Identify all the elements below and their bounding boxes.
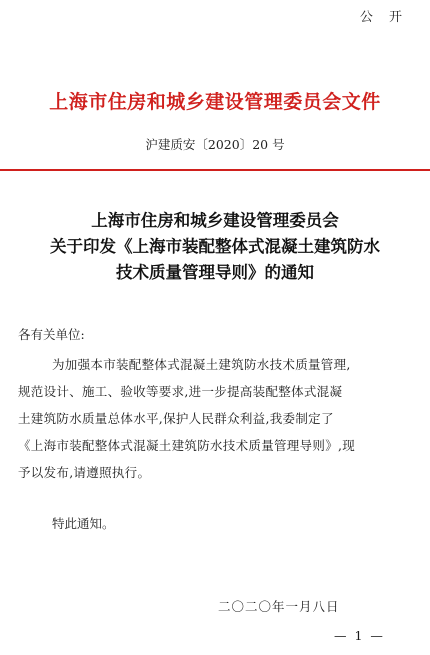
body-line: 为加强本市装配整体式混凝土建筑防水技术质量管理, <box>52 357 351 372</box>
notice-title <box>0 208 430 286</box>
body-line: 土建筑防水质量总体水平,保护人民群众利益,我委制定了 <box>18 411 334 426</box>
body-line: 规范设计、施工、验收等要求,进一步提高装配整体式混凝 <box>18 384 343 399</box>
title-line: 技术质量管理导则》的通知 <box>116 263 314 282</box>
closing-remark: 特此通知。 <box>52 516 115 531</box>
title-line: 关于印发《上海市装配整体式混凝土建筑防水 <box>50 237 380 256</box>
notice-body <box>18 351 416 486</box>
body-line: 予以发布,请遵照执行。 <box>18 465 151 480</box>
page-number: — 1 — <box>334 628 385 643</box>
salutation: 各有关单位: <box>18 327 85 342</box>
document-header: 上海市住房和城乡建设管理委员会文件 <box>49 91 381 113</box>
title-line: 上海市住房和城乡建设管理委员会 <box>91 211 339 230</box>
header-divider <box>0 169 430 171</box>
disclosure-label: 公 开 <box>359 10 408 25</box>
issue-date: 二〇二〇年一月八日 <box>218 599 340 614</box>
body-line: 《上海市装配整体式混凝土建筑防水技术质量管理导则》,现 <box>18 438 356 453</box>
document-number: 沪建质安〔2020〕20 号 <box>145 137 285 152</box>
